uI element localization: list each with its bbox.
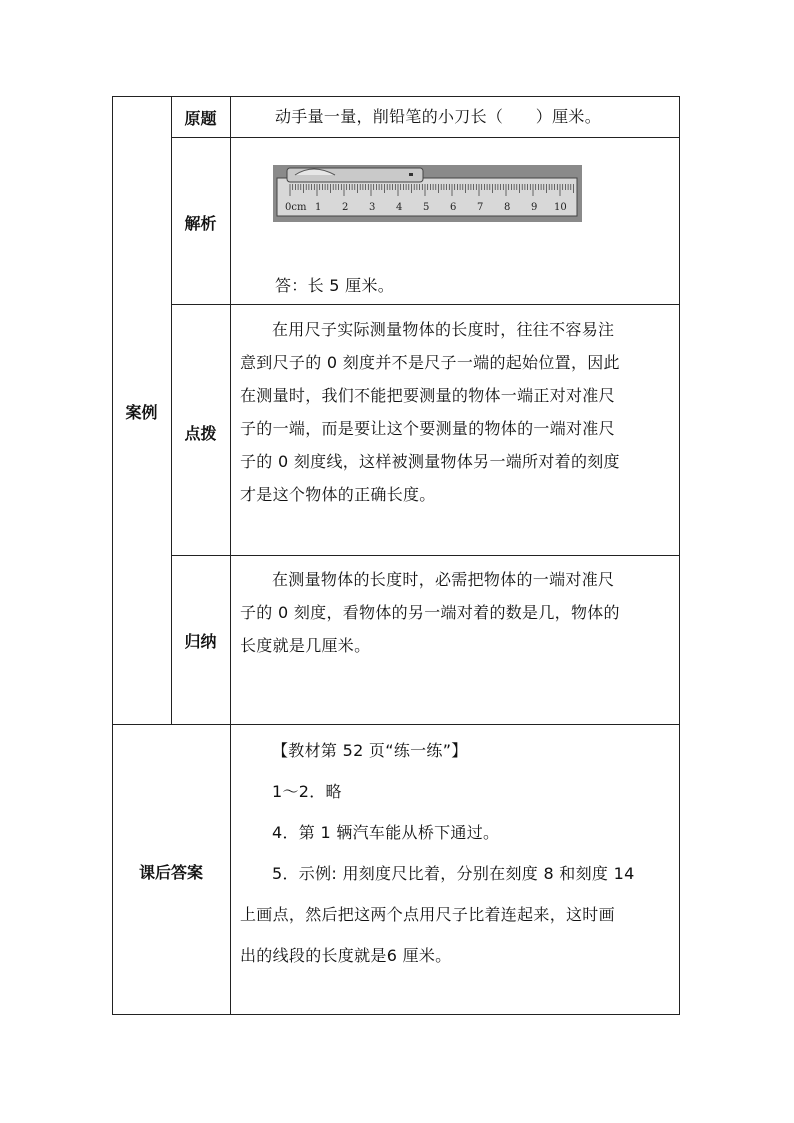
tip-line: 子的一端，而是要让这个要测量的物体的一端对准尺 (240, 419, 615, 438)
answers-line: 出的线段的长度就是6 厘米。 (240, 946, 452, 965)
ruler-number: 1 (315, 202, 322, 213)
analysis-label: 解析 (184, 214, 217, 233)
ruler-image (273, 165, 582, 222)
ruler-unit-label: 0cm (285, 202, 307, 213)
row-divider-3 (171, 555, 680, 556)
summary-paragraph (240, 563, 675, 662)
ruler-number: 3 (369, 202, 376, 213)
summary-line: 在测量物体的长度时，必需把物体的一端对准尺 (272, 570, 615, 589)
row-divider-2 (171, 304, 680, 305)
ruler-number: 8 (504, 202, 511, 213)
ruler-number: 10 (554, 202, 567, 213)
ruler-number: 2 (342, 202, 349, 213)
ruler-number: 7 (477, 202, 484, 213)
answers-line: 4．第 1 辆汽车能从桥下通过。 (272, 823, 500, 842)
answers-line: 5．示例: 用刻度尺比着，分别在刻度 8 和刻度 14 (272, 864, 635, 883)
answers-line: 上画点，然后把这两个点用尺子比着连起来，这时画 (240, 905, 615, 924)
summary-line: 子的 0 刻度，看物体的另一端对着的数是几，物体的 (240, 603, 620, 622)
row-divider-1 (171, 137, 680, 138)
answers-line: 1～2．略 (272, 782, 342, 801)
summary-line: 长度就是几厘米。 (240, 636, 371, 655)
tip-line: 意到尺子的 0 刻度并不是尺子一端的起始位置，因此 (240, 353, 620, 372)
answers-paragraph (240, 730, 675, 976)
tip-line: 在测量时，我们不能把要测量的物体一端正对对准尺 (240, 386, 615, 405)
case-label: 案例 (125, 403, 158, 422)
tip-label: 点拨 (184, 424, 217, 443)
ruler-number: 6 (450, 202, 457, 213)
ruler-number: 5 (423, 202, 430, 213)
original-label: 原题 (184, 109, 217, 128)
tip-line: 才是这个物体的正确长度。 (240, 485, 436, 504)
answers-line: 【教材第 52 页“练一练”】 (272, 741, 468, 760)
ruler-svg (273, 165, 582, 222)
answers-label: 课后答案 (138, 863, 203, 882)
ruler-number: 4 (396, 202, 403, 213)
ruler-number: 9 (531, 202, 538, 213)
tip-line: 在用尺子实际测量物体的长度时，往往不容易注 (272, 320, 615, 339)
original-question: 动手量一量，削铅笔的小刀长（ ）厘米。 (275, 107, 602, 126)
row-divider-4 (112, 724, 680, 725)
tip-paragraph (240, 313, 675, 511)
tip-line: 子的 0 刻度线，这样被测量物体另一端所对着的刻度 (240, 452, 620, 471)
summary-label: 归纳 (184, 632, 217, 651)
analysis-answer: 答：长 5 厘米。 (275, 276, 395, 295)
